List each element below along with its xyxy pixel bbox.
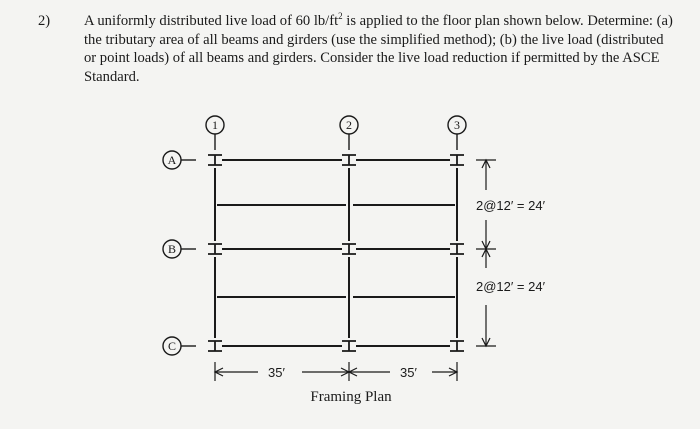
column-symbols — [208, 155, 464, 351]
dim-label-span-1-2: 35′ — [268, 365, 285, 380]
problem-text-part2: is applied to the floor plan shown below. Determine: (a) the tributary area of all beams and girders (use the simplified method); (b) the live load (distributed or point loads) of all beams and girders. Consider the live load reduction if permitted by the ASCE Standard. — [84, 13, 673, 85]
grid-label-A: A — [167, 153, 177, 167]
column-B3 — [450, 244, 464, 254]
grid-label-3: 3 — [454, 118, 460, 132]
dim-label-vertical-top: 2@12′ = 24′ — [476, 198, 546, 213]
dim-label-span-2-3: 35′ — [400, 365, 417, 380]
horizontal-dimension — [215, 362, 457, 381]
vertical-dimension — [476, 160, 496, 346]
column-B1 — [208, 244, 222, 254]
column-B2 — [342, 244, 356, 254]
column-C2 — [342, 341, 356, 351]
problem-text-superscript: 2 — [338, 11, 343, 22]
problem-text-part1: A uniformly distributed live load of 60 lb/ft — [84, 13, 339, 29]
grid-label-C: C — [167, 339, 177, 353]
grid-label-B: B — [167, 242, 177, 256]
column-A1 — [208, 155, 222, 165]
column-C1 — [208, 341, 222, 351]
problem-number: 2) — [38, 13, 51, 29]
framing-members — [215, 160, 457, 346]
grid-label-1: 1 — [212, 118, 218, 132]
dim-label-vertical-bottom: 2@12′ = 24′ — [476, 279, 546, 294]
plan-caption: Framing Plan — [310, 389, 392, 405]
column-C3 — [450, 341, 464, 351]
grid-label-2: 2 — [346, 118, 352, 132]
column-A2 — [342, 155, 356, 165]
column-A3 — [450, 155, 464, 165]
